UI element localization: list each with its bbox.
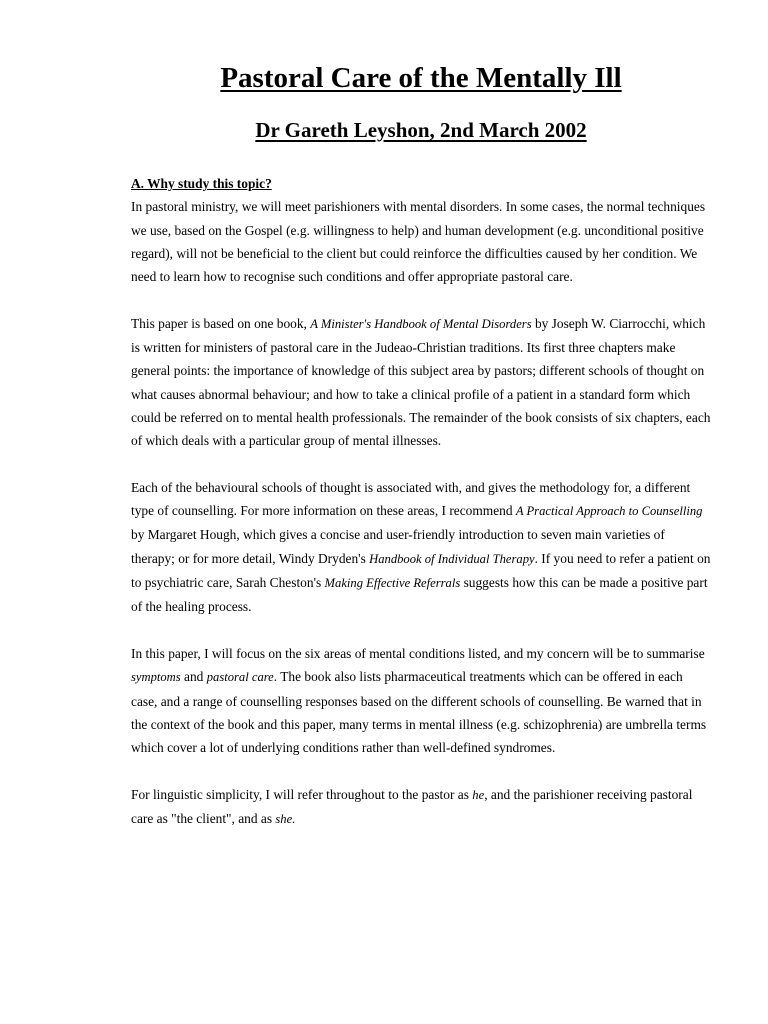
document-body	[131, 172, 711, 855]
emphasis: symptoms	[131, 670, 181, 685]
text-run: This paper is based on one book,	[131, 315, 311, 331]
text-run: by Margaret Hough, which gives a concise and user-friendly introduction to seven main varieties of therapy; or for more detail, Windy Dryden's	[131, 527, 665, 566]
text-run: For linguistic simplicity, I will refer throughout to the pastor as	[131, 786, 473, 802]
paragraph-book-overview	[131, 312, 711, 453]
paragraph-intro	[131, 195, 711, 288]
book-title: A Minister's Handbook of Mental Disorders	[310, 316, 532, 331]
text-run: by Joseph W. Ciarrocchi, which is written for ministers of pastoral care in the Judeao-Christian traditions. Its first three chapters make general points: the importance of knowledge of this subject area by pastors; different schools of thought on what causes abnormal behaviour; and how to take a clinical profile of a patient in a standard form which could be referred on to mental health professionals. The remainder of the book consists of six chapters, each of which deals with a particular group of mental illnesses.	[131, 315, 711, 449]
section-heading-a: A. Why study this topic?	[131, 176, 272, 191]
text-run: and	[180, 669, 207, 685]
text-run: Each of the behavioural schools of thought is associated with, and gives the methodology for, a different type of counselling. For more information on these areas, I recommend	[131, 479, 691, 519]
paragraph-pronouns	[131, 783, 711, 832]
book-title: Making Effective Referrals	[324, 576, 461, 591]
emphasis: she.	[275, 812, 296, 827]
text-run: In this paper, I will focus on the six areas of mental conditions listed, and my concern will be to summarise	[131, 645, 705, 661]
author-date-line: Dr Gareth Leyshon, 2nd March 2002	[255, 118, 587, 142]
book-title: A Practical Approach to Counselling	[515, 504, 703, 519]
text-run: , and the parishioner receiving pastoral care as "the client", and as	[131, 786, 693, 827]
emphasis: he	[472, 787, 485, 802]
text-run: suggests how this can be made a positive part of the healing process.	[131, 575, 708, 615]
paragraph-focus	[131, 642, 711, 759]
book-title: Handbook of Individual Therapy	[369, 551, 535, 566]
text-run: . If you need to refer a patient on to psychiatric care, Sarah Cheston's	[131, 550, 711, 591]
text-run: . The book also lists pharmaceutical treatments which can be offered in each case, and a range of counselling responses based on the different schools of counselling. Be warned that in the context of the book and this paper, many terms in mental illness (e.g. schizophrenia) are umbrella terms which cover a lot of underlying conditions rather than well-defined syndromes.	[131, 669, 707, 756]
document-title: Pastoral Care of the Mentally Ill	[220, 62, 622, 94]
paragraph-further-reading	[131, 476, 711, 619]
paragraph-intro-text: In pastoral ministry, we will meet parishioners with mental disorders. In some cases, the normal techniques we use, based on the Gospel (e.g. willingness to help) and human development (e.g. unconditional positive regard), will not be beneficial to the client but could reinforce the difficulties caused by her condition. We need to learn how to recognise such conditions and offer appropriate pastoral care.	[131, 199, 706, 285]
emphasis: pastoral care	[206, 670, 274, 685]
